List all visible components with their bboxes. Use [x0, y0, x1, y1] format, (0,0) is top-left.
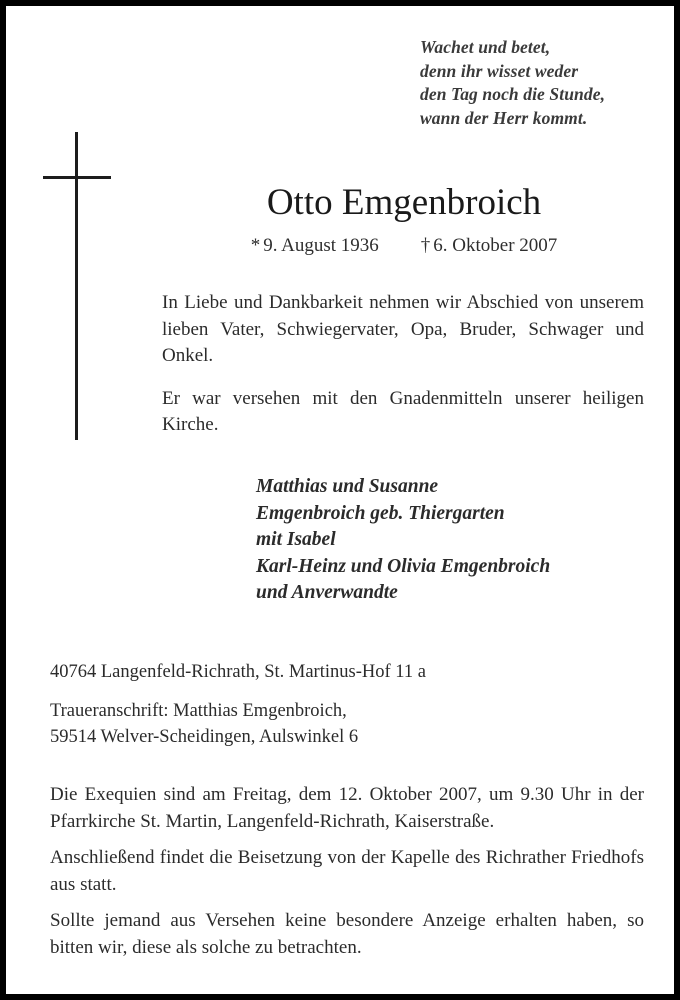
notice-apology-paragraph: Sollte jemand aus Versehen keine besondere Anzeige erhalten haben, so bitten wir, diese als solche zu betrachten.	[50, 910, 644, 958]
family-line-1: Matthias und Susanne	[256, 476, 439, 497]
latin-cross-icon	[36, 124, 126, 449]
epigraph-line-1: Wachet und betet,	[420, 37, 551, 57]
deceased-name: Otto Emgenbroich	[266, 182, 542, 223]
mourning-text	[162, 290, 644, 439]
epigraph-line-3: den Tag noch die Stunde,	[420, 84, 606, 104]
life-dates	[156, 233, 652, 258]
mourning-paragraph-1: In Liebe und Dankbarkeit nehmen wir Abschied von unserem lieben Vater, Schwiegervater, Opa, Bruder, Schwager und Onkel.	[162, 292, 644, 366]
surviving-family-list	[256, 474, 652, 607]
family-line-4: Karl-Heinz und Olivia Emgenbroich	[256, 555, 551, 577]
home-address	[50, 659, 646, 685]
epigraph-verse	[420, 36, 660, 130]
condolence-address	[50, 698, 646, 750]
address-block	[50, 659, 646, 750]
condolence-address-line-1: Traueranschrift: Matthias Emgenbroich,	[50, 701, 347, 721]
death-date: 6. Oktober 2007	[433, 235, 558, 256]
mourning-paragraph-2: Er war versehen mit den Gnadenmitteln unserer heiligen Kirche.	[162, 387, 644, 435]
family-line-2: Emgenbroich geb. Thiergarten	[256, 502, 505, 524]
death-dagger-icon: †	[420, 235, 431, 256]
epigraph-line-4: wann der Herr kommt.	[420, 107, 588, 128]
home-address-line-1: 40764 Langenfeld-Richrath, St. Martinus-Hof 11 a	[50, 662, 426, 682]
funeral-details	[50, 782, 644, 961]
birth-date-group	[251, 235, 379, 256]
family-line-5: und Anverwandte	[256, 582, 398, 603]
paper-sheet	[6, 6, 674, 994]
family-line-3: mit Isabel	[256, 529, 336, 550]
epigraph-line-2: denn ihr wisset weder	[420, 60, 579, 81]
cross-horizontal-bar	[43, 176, 111, 179]
burial-paragraph: Anschließend findet die Beisetzung von der Kapelle des Richrather Friedhofs aus statt.	[50, 847, 644, 895]
exequies-paragraph: Die Exequien sind am Freitag, dem 12. Oktober 2007, um 9.30 Uhr in der Pfarrkirche St. Martin, Langenfeld-Richrath, Kaiserstraße.	[50, 784, 644, 832]
birth-star-icon: *	[250, 235, 261, 256]
birth-date: 9. August 1936	[263, 235, 379, 256]
death-date-group	[421, 235, 558, 256]
condolence-address-line-2: 59514 Welver-Scheidingen, Aulswinkel 6	[50, 727, 359, 747]
